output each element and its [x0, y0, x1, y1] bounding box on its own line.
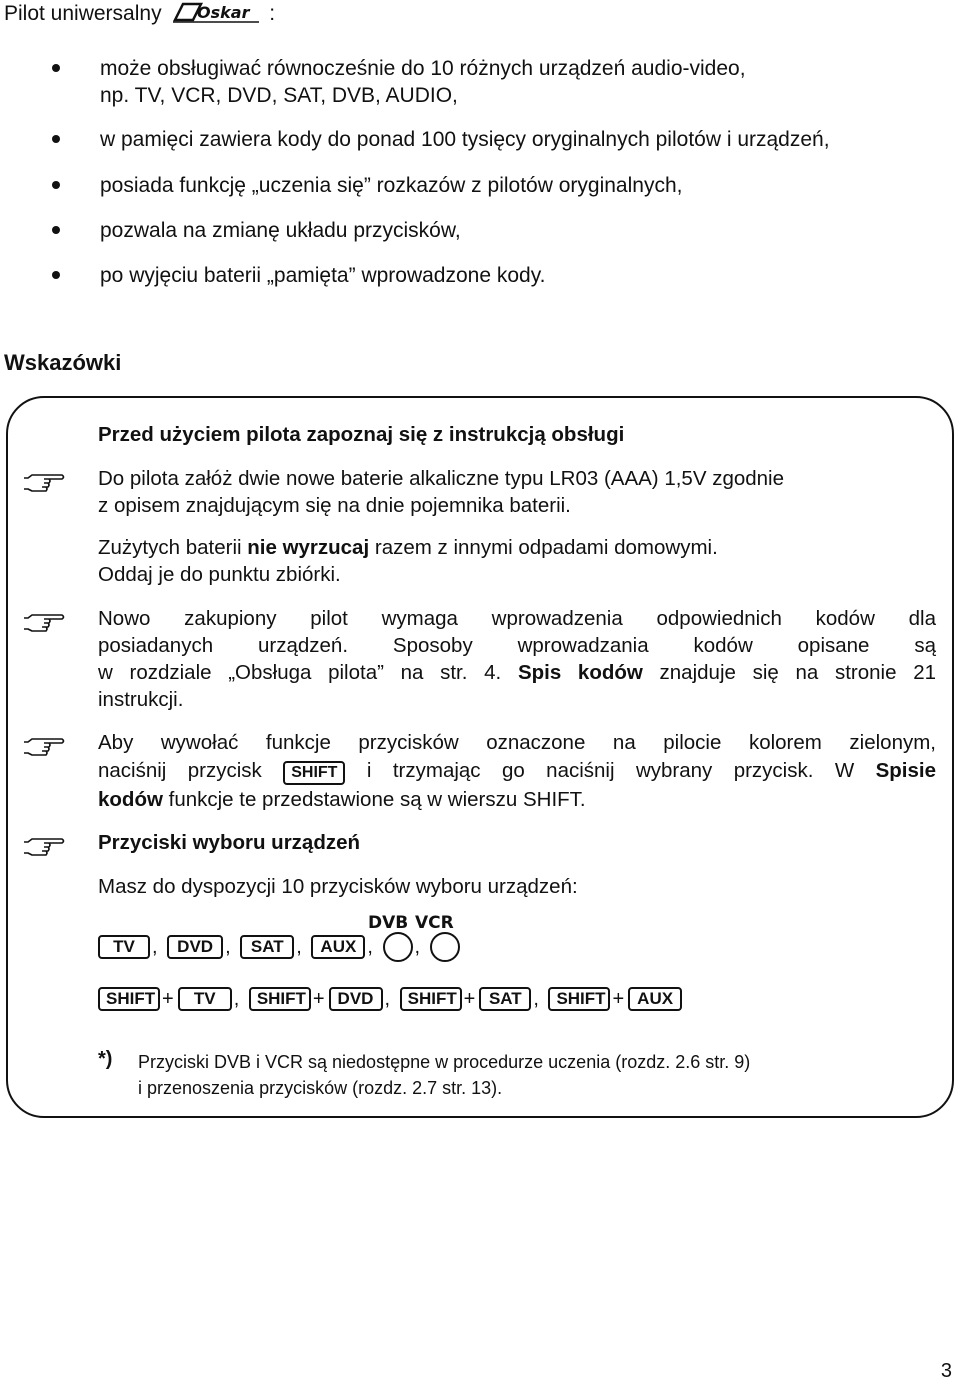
plus-sign: + — [463, 987, 476, 1010]
feature-4: pozwala na zmianę układu przycisków, — [100, 219, 461, 242]
oskar-logo — [171, 0, 263, 24]
footnote-marker: *) — [98, 1048, 113, 1070]
pointing-hand-icon — [22, 612, 66, 636]
dvd-key: DVD — [167, 935, 223, 959]
dvd-key: DVD — [329, 987, 383, 1011]
plus-sign: + — [612, 987, 625, 1010]
comma: , — [414, 935, 421, 958]
vcr-label: VCR — [415, 913, 454, 933]
tip3-line-1: Aby wywołać funkcje przycisków oznaczone na pilocie kolorem zielonym, — [98, 731, 936, 754]
pointing-hand-icon — [22, 836, 66, 860]
logo-text: Oskar — [197, 3, 250, 22]
dvb-label: DVB — [368, 913, 409, 933]
comma: , — [233, 987, 240, 1010]
bullet-icon — [52, 135, 60, 143]
aux-key: AUX — [311, 935, 365, 959]
feature-1-line-2: np. TV, VCR, DVD, SAT, DVB, AUDIO, — [100, 84, 458, 107]
tip3-line-2 — [98, 757, 936, 785]
plus-sign: + — [162, 987, 174, 1010]
shift-key: SHIFT — [400, 987, 462, 1011]
tip2-line-3-pre: w rozdziale „Obsługa pilota” na str. 4. — [98, 661, 518, 684]
header-title: Pilot uniwersalny — [4, 2, 162, 25]
comma: , — [296, 935, 302, 958]
tip3-line-3-post: funkcje te przedstawione są w wierszu SHIFT. — [162, 788, 586, 811]
page-number: 3 — [940, 1360, 952, 1382]
shift-combos-row — [98, 987, 682, 1015]
tip2-line-3-bold: Spis kodów — [517, 661, 643, 684]
feature-2: w pamięci zawiera kody do ponad 100 tysięcy oryginalnych pilotów i urządzeń, — [100, 128, 830, 151]
shift-key: SHIFT — [249, 987, 311, 1011]
bullet-icon — [52, 181, 60, 189]
tip2-line-4: instrukcji. — [98, 688, 184, 711]
feature-3: posiada funkcję „uczenia się” rozkazów z pilotów oryginalnych, — [100, 174, 683, 197]
tip1-line-1: Do pilota załóż dwie nowe baterie alkaliczne typu LR03 (AAA) 1,5V zgodnie — [98, 467, 784, 490]
tip2-line-3 — [98, 659, 936, 686]
tip4-intro: Masz do dyspozycji 10 przycisków wyboru urządzeń: — [98, 875, 578, 898]
pointing-hand-icon — [22, 736, 66, 760]
shift-key: SHIFT — [283, 761, 345, 785]
box-heading: Przed użyciem pilota zapoznaj się z instrukcją obsługi — [98, 423, 625, 446]
dvb-circle-key — [383, 932, 413, 962]
comma: , — [152, 935, 158, 958]
aux-key: AUX — [628, 987, 682, 1011]
footnote-line-2: i przenoszenia przycisków (rozdz. 2.7 str. 13). — [138, 1078, 503, 1098]
tip1b-line-2: Oddaj je do punktu zbiórki. — [98, 563, 341, 586]
sat-key: SAT — [240, 935, 294, 959]
feature-1-line-1: może obsługiwać równocześnie do 10 różnych urządzeń audio-video, — [100, 57, 746, 80]
tip2-line-2: posiadanych urządzeń. Sposoby wprowadzania kodów opisane są — [98, 634, 936, 657]
page-header — [4, 0, 275, 27]
comma: , — [533, 987, 539, 1010]
plus-sign: + — [312, 987, 325, 1010]
comma: , — [367, 935, 373, 958]
bullet-icon — [52, 226, 60, 234]
bullet-icon — [52, 64, 60, 72]
tip2-line-3-post: znajduje się na stronie 21 — [642, 661, 937, 684]
tv-key: TV — [98, 935, 150, 959]
tip1b-pre: Zużytych baterii — [98, 536, 248, 559]
pointing-hand-icon — [22, 472, 66, 496]
tip1b-post: razem z innymi odpadami domowymi. — [369, 536, 718, 559]
tip1-line-2: z opisem znajdującym się na dnie pojemnika baterii. — [98, 494, 571, 517]
tip3-line-3-bold: kodów — [98, 788, 163, 811]
bullet-icon — [52, 271, 60, 279]
tv-key: TV — [178, 987, 232, 1011]
shift-key: SHIFT — [548, 987, 610, 1011]
section-title: Wskazówki — [4, 350, 122, 375]
vcr-circle-key — [430, 932, 460, 962]
header-suffix: : — [269, 2, 276, 25]
tip2-line-1: Nowo zakupiony pilot wymaga wprowadzenia odpowiednich kodów dla — [98, 607, 936, 630]
device-keys-row — [98, 932, 460, 960]
shift-key: SHIFT — [98, 987, 160, 1011]
footnote-line-1: Przyciski DVB i VCR są niedostępne w procedurze uczenia (rozdz. 2.6 str. 9) — [138, 1052, 751, 1072]
tip3-line-3 — [98, 786, 936, 813]
tip1b-bold: nie wyrzucaj — [247, 536, 370, 559]
comma: , — [384, 987, 391, 1010]
sat-key: SAT — [479, 987, 531, 1011]
tip1b-line-1 — [98, 534, 936, 561]
tip3-line-2-pre: naciśnij przycisk — [98, 759, 262, 782]
comma: , — [225, 935, 231, 958]
footnote — [138, 1049, 750, 1101]
tip4-heading: Przyciski wyboru urządzeń — [98, 831, 361, 854]
tip3-line-2-mid: i trzymając go naciśnij wybrany przycisk. W — [366, 759, 876, 782]
tip3-line-2-bold: Spisie — [875, 759, 936, 782]
feature-5: po wyjęciu baterii „pamięta” wprowadzone kody. — [100, 264, 546, 287]
